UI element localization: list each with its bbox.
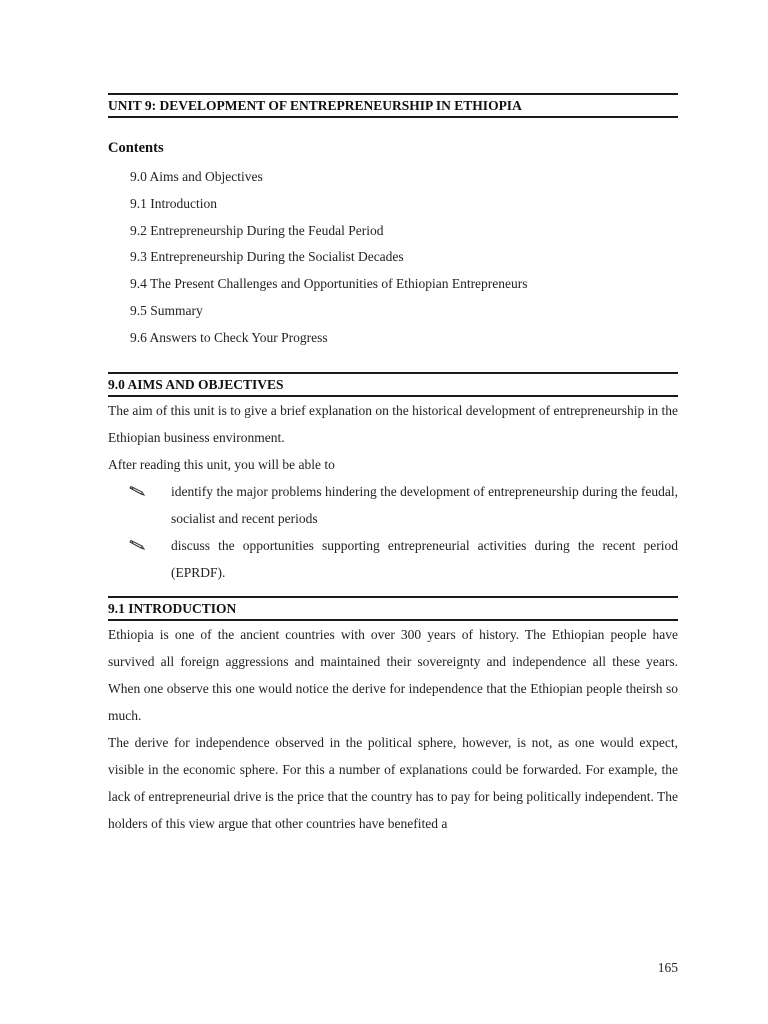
introduction-paragraph: Ethiopia is one of the ancient countries with over 300 years of history. The Ethiopian people have survived all foreign aggressions and maintained their sovereignty and independence all these years. When one observe this one would notice the derive for independence that the Ethiopian people theirsh so much.: [108, 626, 678, 723]
toc-item: 9.4 The Present Challenges and Opportunities of Ethiopian Entrepreneurs: [130, 276, 528, 292]
pencil-icon: [128, 478, 146, 505]
introduction-heading: 9.1 INTRODUCTION: [108, 596, 678, 621]
contents-title: Contents: [108, 140, 164, 156]
toc-item: 9.5 Summary: [130, 302, 203, 318]
aims-lead: After reading this unit, you will be able to: [108, 456, 335, 472]
toc-item: 9.2 Entrepreneurship During the Feudal Period: [130, 222, 384, 238]
table-of-contents: [108, 164, 678, 352]
toc-item: 9.0 Aims and Objectives: [130, 169, 263, 184]
bullet-text: identify the major problems hindering the development of entrepreneurship during the feudal, socialist and recent periods: [171, 483, 678, 526]
aims-heading: 9.0 AIMS AND OBJECTIVES: [108, 372, 678, 397]
toc-item: 9.3 Entrepreneurship During the Socialist Decades: [130, 249, 404, 265]
list-item: [108, 532, 678, 586]
toc-item: 9.1 Introduction: [130, 195, 217, 211]
document-page: [108, 93, 678, 837]
bullet-text: discuss the opportunities supporting entrepreneurial activities during the recent period (EPRDF).: [171, 537, 678, 580]
unit-heading: UNIT 9: DEVELOPMENT OF ENTREPRENEURSHIP IN ETHIOPIA: [108, 93, 678, 118]
pencil-icon: [128, 532, 146, 559]
objectives-list: [108, 478, 678, 586]
introduction-paragraph: The derive for independence observed in the political sphere, however, is not, as one would expect, visible in the economic sphere. For this a number of explanations could be forwarded. For example, the lack of entrepreneurial drive is the price that the country has to pay for being politically independent. The holders of this view argue that other countries have benefited a: [108, 734, 678, 831]
aims-paragraph: The aim of this unit is to give a brief explanation on the historical development of entrepreneurship in the Ethiopian business environment.: [108, 402, 678, 445]
page-number: 165: [657, 960, 678, 975]
list-item: [108, 478, 678, 532]
toc-item: 9.6 Answers to Check Your Progress: [130, 329, 328, 345]
